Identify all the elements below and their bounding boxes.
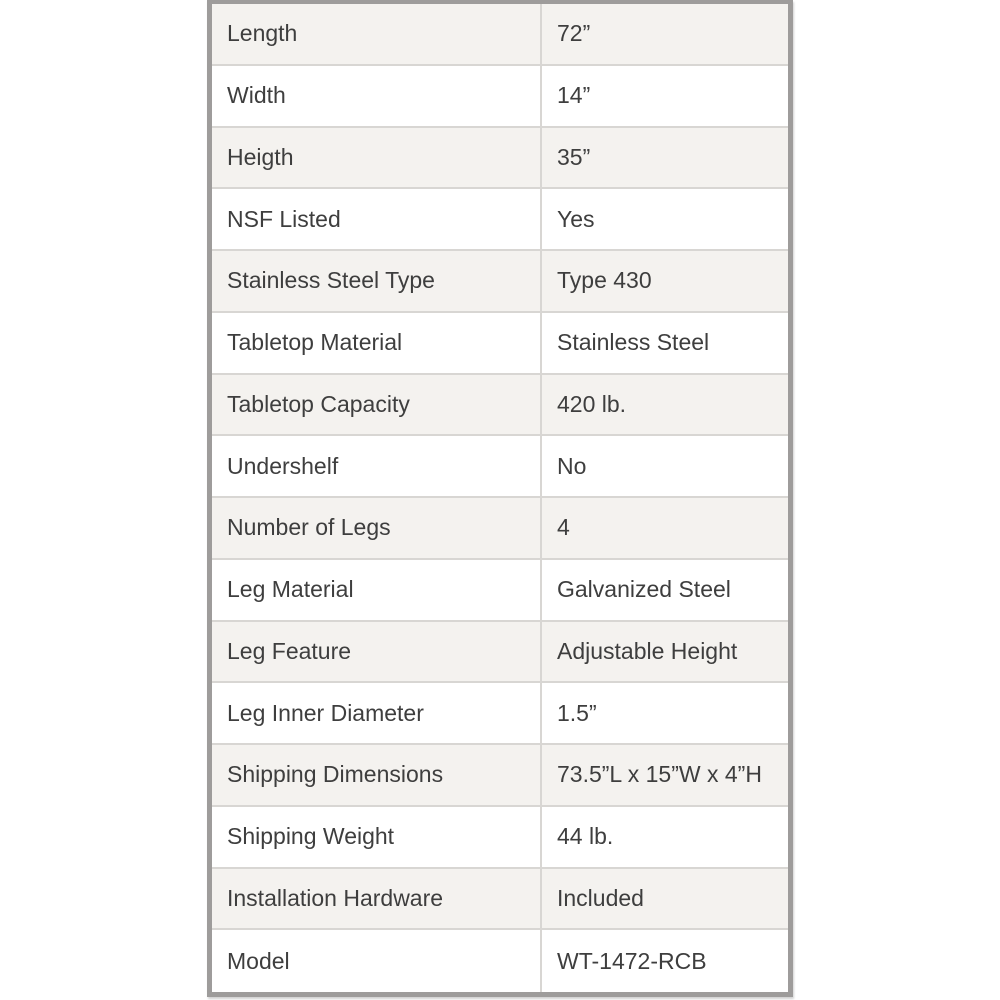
spec-value: 72” [557,20,591,47]
table-row [212,4,788,66]
spec-label: Leg Material [212,560,542,620]
table-row [212,807,788,869]
table-row [212,66,788,128]
spec-label: Undershelf [212,436,542,496]
table-row [212,560,788,622]
spec-value: Included [557,884,644,911]
spec-label: Shipping Dimensions [212,745,542,805]
spec-label: Heigth [212,128,542,188]
table-row [212,251,788,313]
table-row [212,745,788,807]
spec-value: 73.5”L x 15”W x 4”H [557,761,762,788]
spec-value: 14” [557,82,591,109]
spec-value: 35” [557,143,591,170]
spec-table [207,0,793,997]
spec-label: Shipping Weight [212,807,542,867]
spec-value: Galvanized Steel [557,576,731,603]
spec-label: Installation Hardware [212,869,542,929]
spec-value: Type 430 [557,267,652,294]
spec-value: Adjustable Height [557,637,738,664]
spec-label: Model [212,930,542,992]
table-row [212,869,788,931]
spec-value: 44 lb. [557,823,614,850]
spec-label: Width [212,66,542,126]
table-row [212,498,788,560]
table-row [212,683,788,745]
table-row [212,930,788,992]
spec-label: Tabletop Capacity [212,375,542,435]
spec-value: No [557,452,587,479]
table-row [212,189,788,251]
table-row [212,436,788,498]
spec-value: Stainless Steel [557,329,710,356]
table-row [212,375,788,437]
spec-label: Number of Legs [212,498,542,558]
spec-label: Length [212,4,542,64]
spec-value: Yes [557,205,595,232]
spec-value: 420 lb. [557,390,627,417]
spec-label: Stainless Steel Type [212,251,542,311]
table-row [212,313,788,375]
spec-label: NSF Listed [212,189,542,249]
table-row [212,622,788,684]
spec-label: Leg Inner Diameter [212,683,542,743]
spec-label: Leg Feature [212,622,542,682]
spec-value: WT-1472-RCB [557,947,707,974]
spec-value: 1.5” [557,699,597,726]
spec-value: 4 [557,514,570,541]
table-row [212,128,788,190]
spec-label: Tabletop Material [212,313,542,373]
